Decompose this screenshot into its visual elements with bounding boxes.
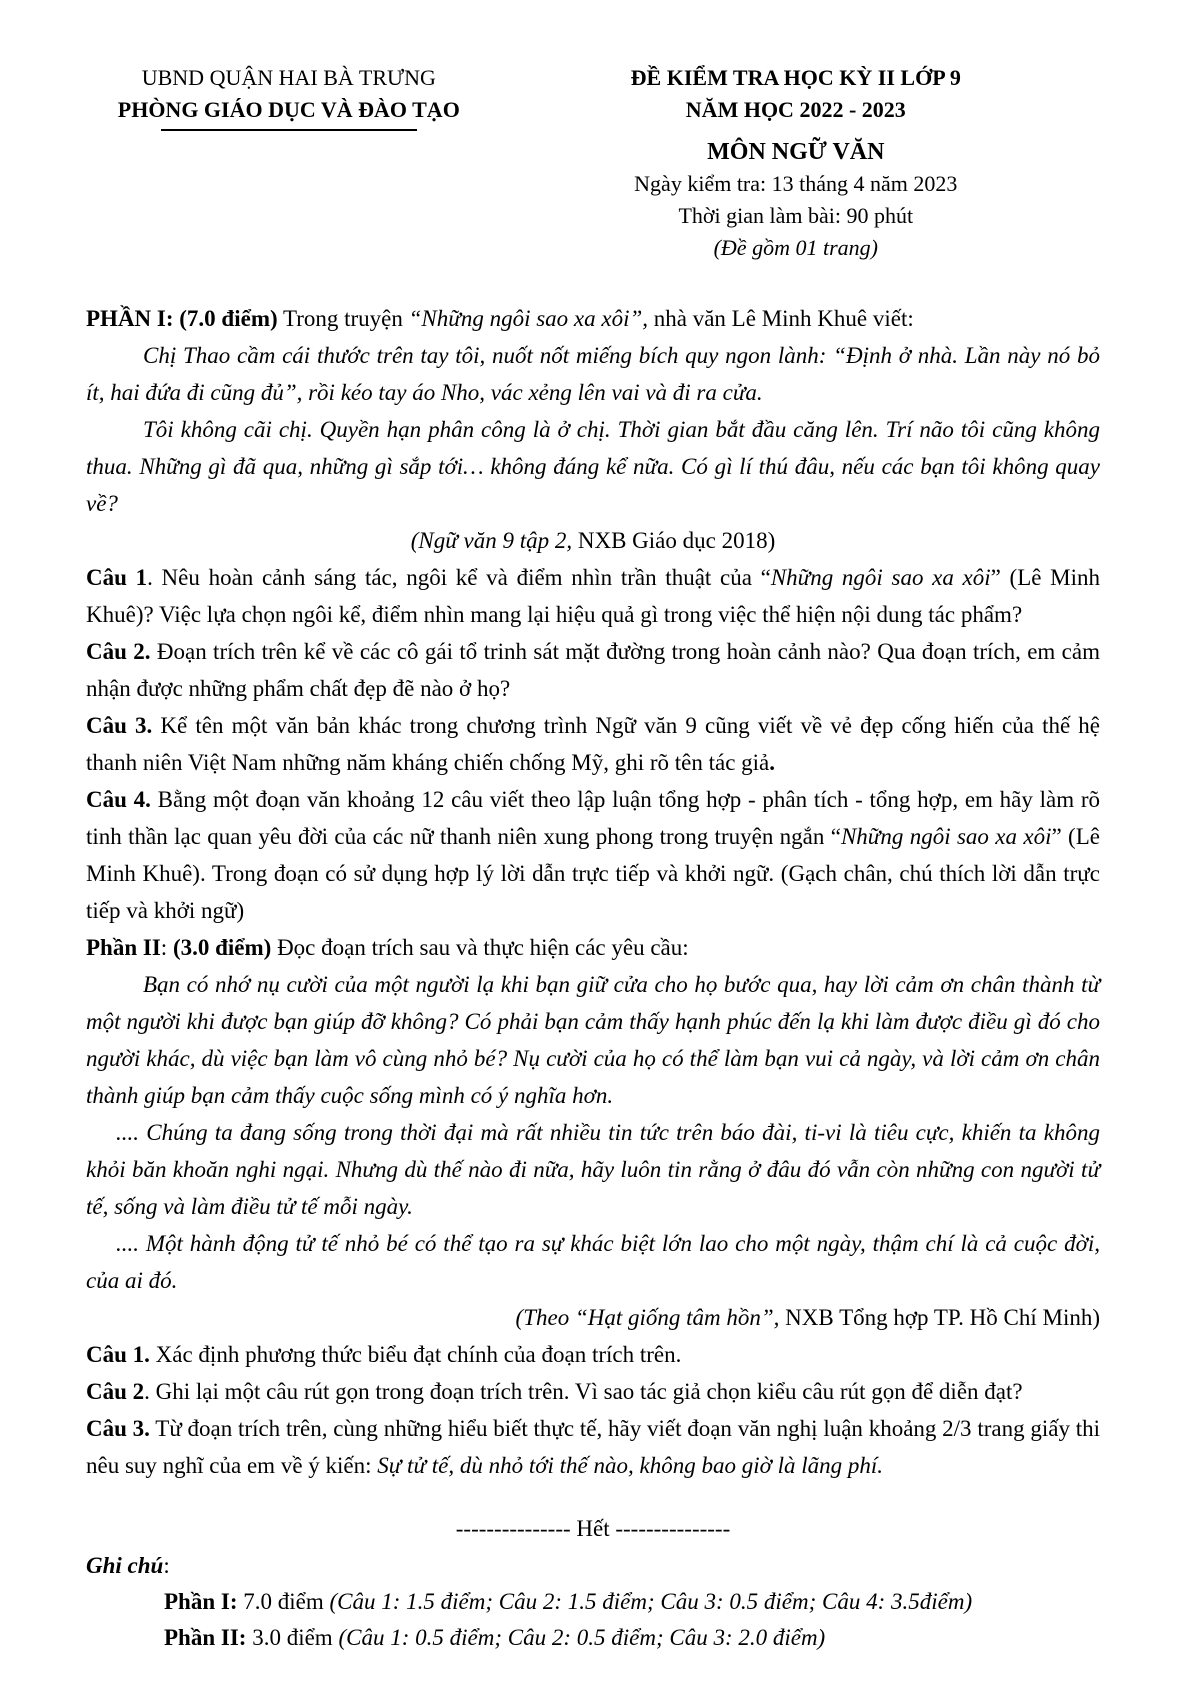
exam-footer bbox=[86, 1510, 1100, 1656]
part2-source-citation bbox=[86, 1299, 1100, 1336]
part2-quote-paragraph-1: Bạn có nhớ nụ cười của một người lạ khi bạn giữ cửa cho họ bước qua, hay lời cảm ơn chân thành từ một người khi được bạn giúp đỡ không? Có phải bạn cảm thấy hạnh phúc đến lạ khi làm được điều gì đó cho người khác, dù việc bạn làm vô cùng nhỏ bé? Nụ cười của họ có thể làm bạn vui cả ngày, và lời cảm ơn chân thành giúp bạn cảm thấy cuộc sống mình có ý nghĩa hơn. bbox=[86, 972, 1100, 1108]
part1-intro-pre: Trong truyện bbox=[277, 306, 409, 331]
exam-date: Ngày kiểm tra: 13 tháng 4 năm 2023 bbox=[634, 171, 958, 196]
authority-line1: UBND QUẬN HAI BÀ TRƯNG bbox=[141, 65, 436, 90]
part2-source-publisher: NXB Tổng hợp TP. Hồ Chí Minh) bbox=[779, 1305, 1100, 1330]
exam-title-line2: NĂM HỌC 2022 - 2023 bbox=[685, 97, 906, 122]
question-quoted-opinion: Sự tử tế, dù nhỏ tới thế nào, không bao giờ là lãng phí. bbox=[377, 1453, 884, 1478]
part2-quote-paragraph-3: .... Một hành động tử tế nhỏ bé có thể tạo ra sự khác biệt lớn lao cho một ngày, thậm chí là cả cuộc đời, của ai đó. bbox=[86, 1231, 1100, 1293]
note-part-points: 3.0 điểm bbox=[246, 1625, 339, 1650]
part1-heading bbox=[86, 300, 1100, 337]
end-marker: --------------- Hết --------------- bbox=[455, 1516, 731, 1541]
part1-quote-paragraph-2: Tôi không cãi chị. Quyền hạn phân công là ở chị. Thời gian bắt đầu căng lên. Trí não tôi cũng không thua. Những gì đã qua, những gì sắp tới… không đáng kể nữa. Có gì lí thú đâu, nếu các bạn tôi không quay về? bbox=[86, 417, 1100, 516]
notes-heading bbox=[86, 1547, 1100, 1584]
part1-question-4 bbox=[86, 781, 1100, 929]
question-text: Từ đoạn trích trên, cùng những hiểu biết thực tế, hãy viết đoạn văn nghị luận khoảng 2/3 trang giấy thi nêu suy nghĩ của em về ý kiến: bbox=[86, 1416, 1100, 1478]
question-text: . Ghi lại một câu rút gọn trong đoạn trích trên. Vì sao tác giả chọn kiểu câu rút gọn để diễn đạt? bbox=[144, 1379, 1023, 1404]
question-end-period: . bbox=[769, 750, 776, 775]
part1-question-1 bbox=[86, 559, 1100, 633]
part1-question-2 bbox=[86, 633, 1100, 707]
question-text: ” (Lê Minh Khuê). Trong đoạn có sử dụng hợp lý lời dẫn trực tiếp và khởi ngữ. (Gạch chân, chú thích lời dẫn trực tiếp và khởi ngữ) bbox=[86, 824, 1100, 923]
part2-source-title: (Theo “Hạt giống tâm hồn”, bbox=[515, 1305, 780, 1330]
note-part-label: Phần I: bbox=[164, 1589, 238, 1614]
part1-source-publisher: NXB Giáo dục 2018) bbox=[572, 528, 776, 553]
note-part-points: 7.0 điểm bbox=[237, 1589, 330, 1614]
part1-source-citation bbox=[86, 522, 1100, 559]
part1-source-title: (Ngữ văn 9 tập 2, bbox=[410, 528, 573, 553]
part2-heading-points: (3.0 điểm) bbox=[172, 935, 272, 960]
part1-score-note bbox=[86, 1584, 1100, 1620]
exam-pages-note: (Đề gồm 01 trang) bbox=[713, 235, 878, 260]
exam-subject: MÔN NGỮ VĂN bbox=[707, 139, 885, 165]
part2-question-3 bbox=[86, 1410, 1100, 1484]
authority-line2: PHÒNG GIÁO DỤC VÀ ĐÀO TẠO bbox=[117, 97, 460, 122]
part1-intro-post: nhà văn Lê Minh Khuê viết: bbox=[648, 306, 914, 331]
document-header bbox=[86, 62, 1100, 264]
part2-question-1 bbox=[86, 1336, 1100, 1373]
part1-question-3 bbox=[86, 707, 1100, 781]
header-underline-rule bbox=[161, 129, 417, 131]
question-label: Câu 2 bbox=[86, 1379, 145, 1404]
question-label: Câu 3. bbox=[86, 713, 153, 738]
part2-heading bbox=[86, 929, 1100, 966]
exam-duration: Thời gian làm bài: 90 phút bbox=[678, 203, 914, 228]
part1-heading-label: PHẦN I: (7.0 điểm) bbox=[86, 306, 278, 331]
question-text: Kể tên một văn bản khác trong chương trình Ngữ văn 9 cũng viết về vẻ đẹp cống hiến của thế hệ thanh niên Việt Nam những năm kháng chiến chống Mỹ, ghi rõ tên tác giả bbox=[86, 713, 1100, 775]
work-title: Những ngôi sao xa xôi bbox=[770, 565, 991, 590]
note-part-detail: (Câu 1: 1.5 điểm; Câu 2: 1.5 điểm; Câu 3: 0.5 điểm; Câu 4: 3.5điểm) bbox=[329, 1589, 973, 1614]
notes-colon: : bbox=[163, 1553, 170, 1578]
exam-title-line1: ĐỀ KIỂM TRA HỌC KỲ II LỚP 9 bbox=[630, 65, 961, 90]
part1-work-title: “Những ngôi sao xa xôi”, bbox=[408, 306, 649, 331]
question-text: Xác định phương thức biểu đạt chính của đoạn trích trên. bbox=[149, 1342, 682, 1367]
question-label: Câu 3. bbox=[86, 1416, 150, 1441]
note-part-detail: (Câu 1: 0.5 điểm; Câu 2: 0.5 điểm; Câu 3: 2.0 điểm) bbox=[338, 1625, 826, 1650]
part2-question-2 bbox=[86, 1373, 1100, 1410]
work-title: Những ngôi sao xa xôi bbox=[840, 824, 1052, 849]
part2-score-note bbox=[86, 1620, 1100, 1656]
question-label: Câu 4. bbox=[86, 787, 151, 812]
question-label: Câu 1 bbox=[86, 565, 148, 590]
issuing-authority-block bbox=[86, 62, 492, 131]
part1-quote-paragraph-1: Chị Thao cầm cái thước trên tay tôi, nuốt nốt miếng bích quy ngon lành: “Định ở nhà. Lần này nó bỏ ít, hai đứa đi cũng đủ”, rồi kéo tay áo Nho, vác xẻng lên vai và đi ra cửa. bbox=[86, 343, 1100, 405]
part2-heading-colon: : bbox=[160, 935, 173, 960]
exam-title-block bbox=[492, 62, 1100, 264]
part2-heading-label: Phần II bbox=[86, 935, 161, 960]
question-text: Đoạn trích trên kể về các cô gái tổ trinh sát mặt đường trong hoàn cảnh nào? Qua đoạn trích, em cảm nhận được những phẩm chất đẹp đẽ nào ở họ? bbox=[86, 639, 1100, 701]
question-text: Bằng một đoạn văn khoảng 12 câu viết theo lập luận tổng hợp - phân tích - tổng hợp, em hãy làm rõ tinh thần lạc quan yêu đời của các nữ thanh niên xung phong trong truyện ngắn “ bbox=[86, 787, 1101, 849]
question-label: Câu 2. bbox=[86, 639, 151, 664]
part2-heading-instruction: Đọc đoạn trích sau và thực hiện các yêu cầu: bbox=[271, 935, 689, 960]
question-text: ” (Lê Minh Khuê)? Việc lựa chọn ngôi kể, điểm nhìn mang lại hiệu quả gì trong việc thể hiện nội dung tác phẩm? bbox=[86, 565, 1101, 627]
exam-body bbox=[86, 300, 1100, 1484]
question-text: . Nêu hoàn cảnh sáng tác, ngôi kể và điểm nhìn trần thuật của “ bbox=[147, 565, 771, 590]
question-label: Câu 1. bbox=[86, 1342, 150, 1367]
part2-quote-paragraph-2: .... Chúng ta đang sống trong thời đại mà rất nhiều tin tức trên báo đài, ti-vi là tiêu cực, khiến ta không khỏi băn khoăn nghi ngại. Nhưng dù thế nào đi nữa, hãy luôn tin rằng ở đâu đó vẫn còn những con người tử tế, sống và làm điều tử tế mỗi ngày. bbox=[86, 1120, 1100, 1219]
notes-label: Ghi chú bbox=[86, 1553, 164, 1578]
note-part-label: Phần II: bbox=[164, 1625, 247, 1650]
